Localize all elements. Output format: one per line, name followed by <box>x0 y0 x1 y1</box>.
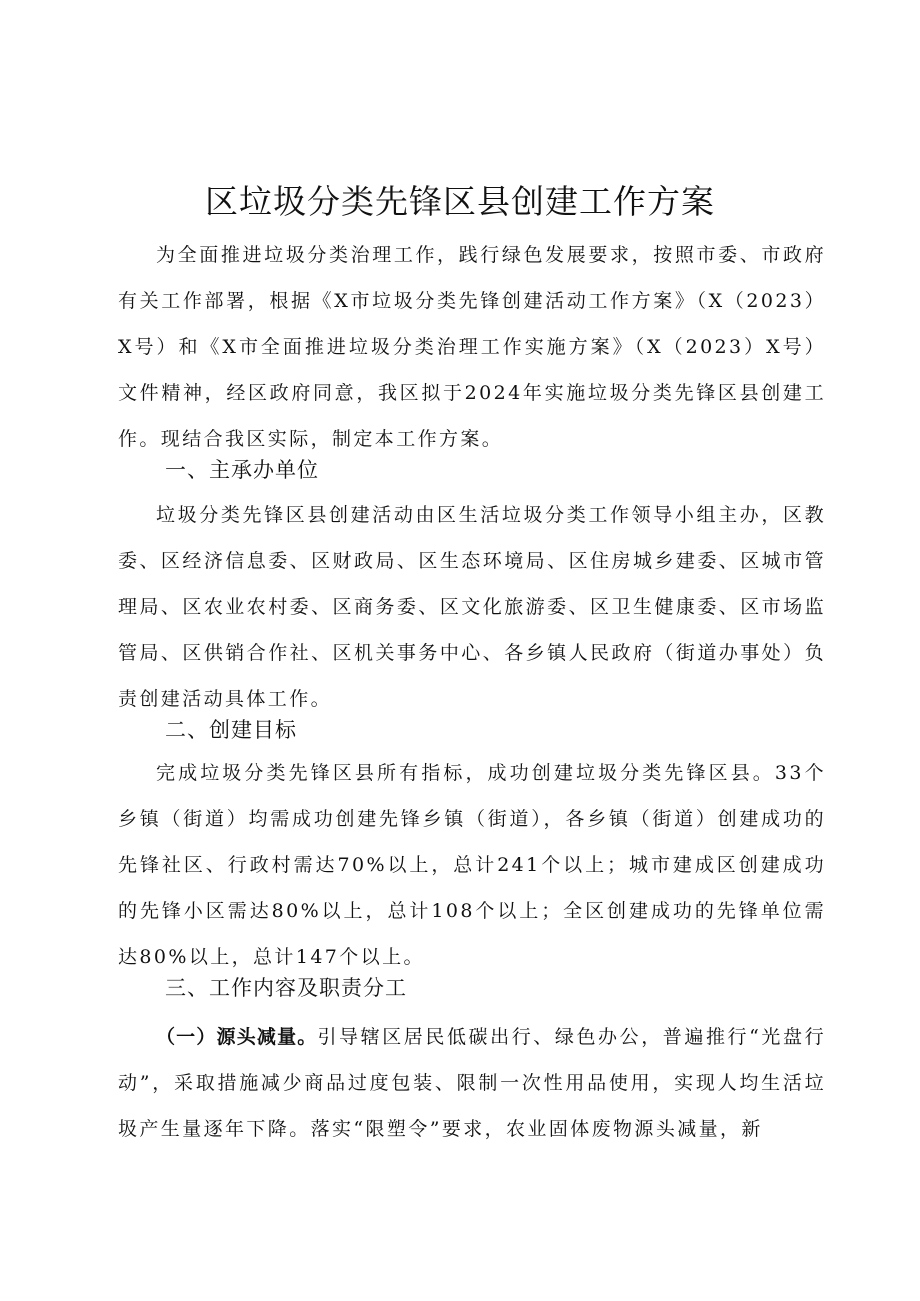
intro-paragraph: 为全面推进垃圾分类治理工作，践行绿色发展要求，按照市委、市政府有关工作部署，根据《X市垃圾分类先锋创建活动工作方案》（X（2023）X号）和《X市全面推进垃圾分类治理工作实施方案》（X（2023）X号）文件精神，经区政府同意，我区拟于2024年实施垃圾分类先锋区县创建工作。现结合我区实际，制定本工作方案。 <box>118 244 826 450</box>
source-reduction-label: （一）源头减量。 <box>156 1026 318 1048</box>
organizers-paragraph: 垃圾分类先锋区县创建活动由区生活垃圾分类工作领导小组主办，区教委、区经济信息委、区财政局、区生态环境局、区住房城乡建委、区城市管理局、区农业农村委、区商务委、区文化旅游委、区卫生健康委、区市场监管局、区供销合作社、区机关事务中心、各乡镇人民政府（街道办事处）负责创建活动具体工作。 <box>118 504 826 710</box>
source-reduction-paragraph <box>118 1014 826 1152</box>
source-reduction-text: 引导辖区居民低碳出行、绿色办公，普遍推行“光盘行动”，采取措施减少商品过度包装、限制一次性用品使用，实现人均生活垃圾产生量逐年下降。落实“限塑令”要求，农业固体废物源头减量，新 <box>118 1026 826 1140</box>
section-heading-organizers: 一、主承办单位 <box>165 458 319 482</box>
goals-paragraph: 完成垃圾分类先锋区县所有指标，成功创建垃圾分类先锋区县。33个乡镇（街道）均需成功创建先锋乡镇（街道），各乡镇（街道）创建成功的先锋社区、行政村需达70%以上，总计241个以上；城市建成区创建成功的先锋小区需达80%以上，总计108个以上；全区创建成功的先锋单位需达80%以上，总计147个以上。 <box>118 762 826 968</box>
section-heading-goals: 二、创建目标 <box>165 718 297 742</box>
document-title: 区垃圾分类先锋区县创建工作方案 <box>205 182 715 221</box>
section-heading-duties: 三、工作内容及职责分工 <box>165 976 407 1000</box>
